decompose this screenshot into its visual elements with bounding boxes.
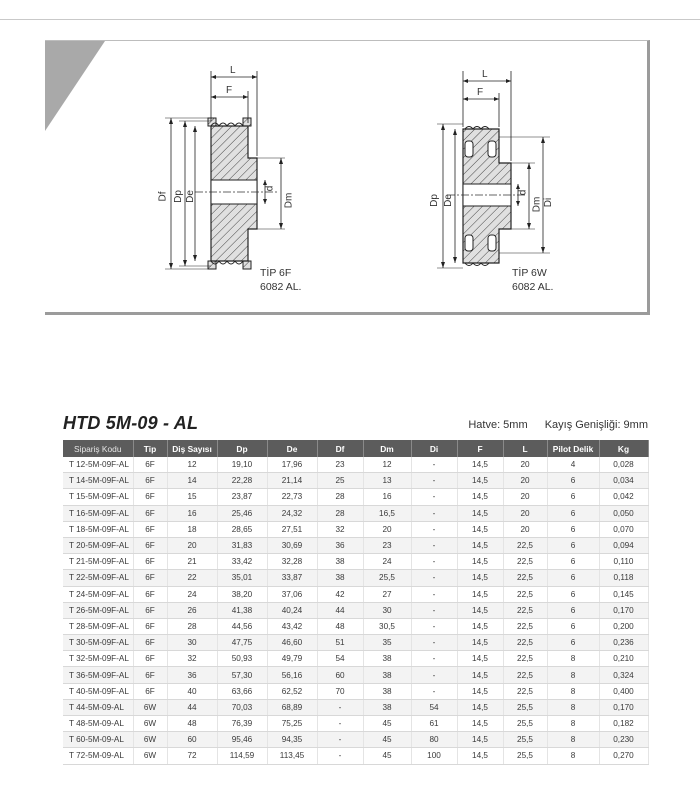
table-cell: - — [411, 570, 457, 586]
table-cell: 6 — [547, 618, 599, 634]
order-code-cell: T 72-5M-09-AL — [63, 748, 133, 764]
table-cell: 21,14 — [267, 473, 317, 489]
order-code-cell: T 12-5M-09F-AL — [63, 457, 133, 473]
table-cell: 14 — [167, 473, 217, 489]
table-cell: 14,5 — [457, 505, 503, 521]
table-cell: 70 — [317, 683, 363, 699]
table-cell: 14,5 — [457, 457, 503, 473]
order-code-cell: T 40-5M-09F-AL — [63, 683, 133, 699]
right-label-F: F — [477, 87, 484, 98]
table-cell: 68,89 — [267, 699, 317, 715]
table-cell: 56,16 — [267, 667, 317, 683]
left-label-Dp: Dp — [172, 190, 184, 203]
spec-info — [454, 419, 648, 431]
table-cell: 6 — [547, 521, 599, 537]
table-cell: 27 — [363, 586, 411, 602]
table-cell: 6 — [547, 537, 599, 553]
table-cell: 28,65 — [217, 521, 267, 537]
table-cell: 26 — [167, 602, 217, 618]
table-cell: 80 — [411, 732, 457, 748]
table-cell: - — [411, 602, 457, 618]
table-cell: 22,5 — [503, 667, 547, 683]
table-cell: 4 — [547, 457, 599, 473]
table-cell: 23 — [363, 537, 411, 553]
table-cell: 6F — [133, 618, 167, 634]
table-cell: - — [317, 748, 363, 764]
table-cell: 25,46 — [217, 505, 267, 521]
table-cell: 14,5 — [457, 602, 503, 618]
table-cell: 35,01 — [217, 570, 267, 586]
order-code-cell: T 20-5M-09F-AL — [63, 537, 133, 553]
table-cell: 25,5 — [503, 748, 547, 764]
col-header: Sipariş Kodu — [63, 440, 133, 457]
table-row — [63, 618, 648, 634]
table-cell: 14,5 — [457, 618, 503, 634]
order-code-cell: T 26-5M-09F-AL — [63, 602, 133, 618]
table-cell: 8 — [547, 683, 599, 699]
col-header: Di — [411, 440, 457, 457]
table-cell: 33,87 — [267, 570, 317, 586]
table-cell: 6 — [547, 554, 599, 570]
technical-drawing-panel — [45, 40, 650, 315]
order-code-cell: T 21-5M-09F-AL — [63, 554, 133, 570]
table-cell: 16 — [363, 489, 411, 505]
table-cell: 6F — [133, 537, 167, 553]
order-code-cell: T 16-5M-09F-AL — [63, 505, 133, 521]
table-cell: 0,270 — [599, 748, 648, 764]
table-cell: 24 — [167, 586, 217, 602]
table-cell: 22,5 — [503, 570, 547, 586]
left-material-label: 6082 AL. — [260, 281, 302, 293]
table-cell: 51 — [317, 635, 363, 651]
table-cell: 14,5 — [457, 473, 503, 489]
table-cell: 6W — [133, 716, 167, 732]
table-cell: 16,5 — [363, 505, 411, 521]
table-cell: 16 — [167, 505, 217, 521]
table-cell: 30 — [363, 602, 411, 618]
table-cell: - — [411, 554, 457, 570]
table-cell: 20 — [503, 457, 547, 473]
table-cell: 18 — [167, 521, 217, 537]
table-row — [63, 732, 648, 748]
table-cell: 14,5 — [457, 570, 503, 586]
table-cell: 14,5 — [457, 586, 503, 602]
right-label-Dm: Dm — [531, 196, 543, 213]
table-cell: 49,79 — [267, 651, 317, 667]
table-cell: 6 — [547, 473, 599, 489]
table-cell: 40,24 — [267, 602, 317, 618]
table-cell: 14,5 — [457, 489, 503, 505]
col-header: Df — [317, 440, 363, 457]
table-cell: - — [411, 457, 457, 473]
left-label-Df: Df — [157, 191, 169, 202]
col-header: F — [457, 440, 503, 457]
table-row — [63, 537, 648, 553]
left-label-De: De — [184, 190, 196, 203]
table-cell: 32 — [317, 521, 363, 537]
table-cell: 61 — [411, 716, 457, 732]
right-label-Dp: Dp — [428, 194, 440, 207]
table-cell: - — [317, 732, 363, 748]
table-cell: 22,5 — [503, 651, 547, 667]
table-cell: 20 — [167, 537, 217, 553]
col-header: Dp — [217, 440, 267, 457]
table-cell: 14,5 — [457, 716, 503, 732]
table-cell: 114,59 — [217, 748, 267, 764]
table-cell: 44 — [317, 602, 363, 618]
table-cell: 0,324 — [599, 667, 648, 683]
table-cell: 6F — [133, 570, 167, 586]
table-cell: 38 — [363, 699, 411, 715]
table-cell: 14,5 — [457, 635, 503, 651]
col-header: Diş Sayısı — [167, 440, 217, 457]
table-row — [63, 699, 648, 715]
table-cell: 8 — [547, 748, 599, 764]
table-cell: 25,5 — [363, 570, 411, 586]
table-row — [63, 667, 648, 683]
table-cell: 0,182 — [599, 716, 648, 732]
table-cell: 76,39 — [217, 716, 267, 732]
table-cell: 15 — [167, 489, 217, 505]
table-cell: 75,25 — [267, 716, 317, 732]
table-cell: 20 — [503, 521, 547, 537]
table-cell: - — [317, 716, 363, 732]
spec-table — [63, 440, 649, 765]
table-body — [63, 457, 648, 764]
table-cell: 47,75 — [217, 635, 267, 651]
table-cell: 24 — [363, 554, 411, 570]
table-cell: 22,5 — [503, 586, 547, 602]
table-cell: 25,5 — [503, 732, 547, 748]
table-cell: - — [317, 699, 363, 715]
table-cell: 6 — [547, 602, 599, 618]
table-cell: 46,60 — [267, 635, 317, 651]
table-cell: 22,5 — [503, 537, 547, 553]
table-cell: 25 — [317, 473, 363, 489]
table-cell: 28 — [167, 618, 217, 634]
table-cell: 6F — [133, 505, 167, 521]
table-cell: 6 — [547, 586, 599, 602]
order-code-cell: T 22-5M-09F-AL — [63, 570, 133, 586]
belt-width-label: Kayış Genişliği: 9mm — [544, 419, 648, 431]
table-row — [63, 586, 648, 602]
table-cell: - — [411, 618, 457, 634]
table-cell: 6F — [133, 489, 167, 505]
table-cell: 22,5 — [503, 554, 547, 570]
table-cell: 50,93 — [217, 651, 267, 667]
table-row — [63, 602, 648, 618]
order-code-cell: T 14-5M-09F-AL — [63, 473, 133, 489]
order-code-cell: T 28-5M-09F-AL — [63, 618, 133, 634]
table-row — [63, 521, 648, 537]
table-cell: 38,20 — [217, 586, 267, 602]
table-row — [63, 570, 648, 586]
order-code-cell: T 24-5M-09F-AL — [63, 586, 133, 602]
table-cell: 23 — [317, 457, 363, 473]
table-cell: 8 — [547, 732, 599, 748]
order-code-cell: T 30-5M-09F-AL — [63, 635, 133, 651]
table-cell: 6W — [133, 699, 167, 715]
right-label-De: De — [442, 194, 454, 207]
left-label-d: d — [264, 185, 276, 192]
table-cell: 14,5 — [457, 537, 503, 553]
table-cell: 6F — [133, 586, 167, 602]
table-cell: 0,236 — [599, 635, 648, 651]
table-cell: 22,5 — [503, 635, 547, 651]
order-code-cell: T 36-5M-09F-AL — [63, 667, 133, 683]
table-cell: 31,83 — [217, 537, 267, 553]
table-cell: 36 — [167, 667, 217, 683]
table-cell: 23,87 — [217, 489, 267, 505]
table-cell: 0,110 — [599, 554, 648, 570]
table-cell: 19,10 — [217, 457, 267, 473]
table-cell: 48 — [167, 716, 217, 732]
table-cell: 0,170 — [599, 699, 648, 715]
table-cell: 0,094 — [599, 537, 648, 553]
table-cell: 6W — [133, 748, 167, 764]
table-cell: 40 — [167, 683, 217, 699]
table-cell: - — [411, 505, 457, 521]
table-cell: 6F — [133, 473, 167, 489]
table-cell: 0,230 — [599, 732, 648, 748]
table-cell: 42 — [317, 586, 363, 602]
table-row — [63, 457, 648, 473]
table-cell: 62,52 — [267, 683, 317, 699]
table-cell: 20 — [503, 473, 547, 489]
table-cell: 6F — [133, 457, 167, 473]
table-cell: 0,200 — [599, 618, 648, 634]
table-cell: 0,145 — [599, 586, 648, 602]
table-cell: 54 — [317, 651, 363, 667]
table-cell: 6 — [547, 489, 599, 505]
table-cell: 60 — [317, 667, 363, 683]
table-row — [63, 473, 648, 489]
table-cell: 0,400 — [599, 683, 648, 699]
table-cell: 38 — [363, 651, 411, 667]
table-row — [63, 635, 648, 651]
table-cell: 22 — [167, 570, 217, 586]
table-cell: 6F — [133, 683, 167, 699]
table-cell: 45 — [363, 732, 411, 748]
table-cell: 38 — [363, 667, 411, 683]
table-row — [63, 505, 648, 521]
table-cell: 0,118 — [599, 570, 648, 586]
table-cell: 45 — [363, 716, 411, 732]
table-cell: - — [411, 586, 457, 602]
table-cell: 24,32 — [267, 505, 317, 521]
right-material-label: 6082 AL. — [512, 281, 554, 293]
table-cell: 0,210 — [599, 651, 648, 667]
table-cell: 14,5 — [457, 683, 503, 699]
top-divider — [0, 19, 700, 20]
table-cell: 36 — [317, 537, 363, 553]
table-cell: 12 — [167, 457, 217, 473]
table-cell: 22,73 — [267, 489, 317, 505]
table-cell: 28 — [317, 505, 363, 521]
right-label-d: d — [517, 189, 529, 196]
table-cell: 17,96 — [267, 457, 317, 473]
table-cell: - — [411, 667, 457, 683]
table-cell: 6F — [133, 635, 167, 651]
table-cell: 30,5 — [363, 618, 411, 634]
table-cell: - — [411, 635, 457, 651]
table-cell: 57,30 — [217, 667, 267, 683]
table-row — [63, 554, 648, 570]
order-code-cell: T 15-5M-09F-AL — [63, 489, 133, 505]
table-cell: 6 — [547, 635, 599, 651]
table-cell: 100 — [411, 748, 457, 764]
table-row — [63, 489, 648, 505]
table-header-row — [63, 440, 648, 457]
right-label-L: L — [482, 69, 488, 80]
table-cell: 14,5 — [457, 521, 503, 537]
table-cell: 22,28 — [217, 473, 267, 489]
order-code-cell: T 60-5M-09-AL — [63, 732, 133, 748]
table-cell: 6 — [547, 505, 599, 521]
right-label-Di: Di — [543, 197, 555, 208]
table-cell: 32 — [167, 651, 217, 667]
table-cell: - — [411, 683, 457, 699]
table-cell: 6F — [133, 521, 167, 537]
table-cell: 6F — [133, 667, 167, 683]
table-cell: 22,5 — [503, 683, 547, 699]
table-cell: 13 — [363, 473, 411, 489]
table-cell: 70,03 — [217, 699, 267, 715]
table-cell: 30 — [167, 635, 217, 651]
left-type-label: TİP 6F — [260, 267, 292, 279]
table-cell: 14,5 — [457, 732, 503, 748]
table-cell: - — [411, 537, 457, 553]
table-cell: 45 — [363, 748, 411, 764]
table-cell: 43,42 — [267, 618, 317, 634]
table-cell: 6F — [133, 554, 167, 570]
table-cell: 20 — [503, 505, 547, 521]
table-title: HTD 5M-09 - AL — [63, 413, 199, 433]
pulley-drawings — [45, 41, 650, 315]
table-cell: 0,170 — [599, 602, 648, 618]
col-header: Tip — [133, 440, 167, 457]
table-cell: 95,46 — [217, 732, 267, 748]
table-cell: - — [411, 651, 457, 667]
table-cell: 0,042 — [599, 489, 648, 505]
table-cell: 32,28 — [267, 554, 317, 570]
table-cell: 44,56 — [217, 618, 267, 634]
table-cell: 27,51 — [267, 521, 317, 537]
left-label-Dm: Dm — [283, 192, 295, 209]
table-cell: 6F — [133, 651, 167, 667]
table-cell: 6W — [133, 732, 167, 748]
table-cell: 0,050 — [599, 505, 648, 521]
table-cell: 38 — [363, 683, 411, 699]
table-cell: 41,38 — [217, 602, 267, 618]
table-cell: 38 — [317, 554, 363, 570]
drawing-type-6f — [165, 71, 285, 269]
table-cell: 30,69 — [267, 537, 317, 553]
order-code-cell: T 18-5M-09F-AL — [63, 521, 133, 537]
table-row — [63, 683, 648, 699]
table-cell: - — [411, 521, 457, 537]
table-cell: 38 — [317, 570, 363, 586]
table-cell: 14,5 — [457, 651, 503, 667]
col-header: Dm — [363, 440, 411, 457]
table-cell: 37,06 — [267, 586, 317, 602]
table-row — [63, 748, 648, 764]
table-cell: 25,5 — [503, 716, 547, 732]
col-header: Kg — [599, 440, 648, 457]
table-cell: 14,5 — [457, 554, 503, 570]
order-code-cell: T 32-5M-09F-AL — [63, 651, 133, 667]
table-cell: 44 — [167, 699, 217, 715]
table-cell: 8 — [547, 667, 599, 683]
col-header: L — [503, 440, 547, 457]
table-cell: 8 — [547, 716, 599, 732]
table-cell: 48 — [317, 618, 363, 634]
table-cell: 63,66 — [217, 683, 267, 699]
table-cell: 33,42 — [217, 554, 267, 570]
table-cell: 0,070 — [599, 521, 648, 537]
table-row — [63, 716, 648, 732]
table-cell: 22,5 — [503, 602, 547, 618]
table-cell: 94,35 — [267, 732, 317, 748]
table-cell: - — [411, 473, 457, 489]
col-header: Pilot Delik — [547, 440, 599, 457]
pitch-label: Hatve: 5mm — [468, 419, 528, 431]
table-cell: - — [411, 489, 457, 505]
table-cell: 0,034 — [599, 473, 648, 489]
col-header: De — [267, 440, 317, 457]
table-cell: 14,5 — [457, 667, 503, 683]
table-cell: 6F — [133, 602, 167, 618]
left-label-F: F — [226, 85, 233, 96]
table-cell: 54 — [411, 699, 457, 715]
left-label-L: L — [230, 65, 236, 76]
table-cell: 60 — [167, 732, 217, 748]
table-cell: 22,5 — [503, 618, 547, 634]
table-cell: 20 — [363, 521, 411, 537]
table-cell: 20 — [503, 489, 547, 505]
order-code-cell: T 44-5M-09-AL — [63, 699, 133, 715]
order-code-cell: T 48-5M-09-AL — [63, 716, 133, 732]
table-cell: 35 — [363, 635, 411, 651]
table-cell: 8 — [547, 699, 599, 715]
table-cell: 6 — [547, 570, 599, 586]
drawing-type-6w — [437, 71, 550, 268]
table-cell: 113,45 — [267, 748, 317, 764]
right-type-label: TİP 6W — [512, 267, 547, 279]
table-cell: 14,5 — [457, 748, 503, 764]
table-cell: 0,028 — [599, 457, 648, 473]
table-row — [63, 651, 648, 667]
table-cell: 8 — [547, 651, 599, 667]
table-cell: 72 — [167, 748, 217, 764]
table-cell: 14,5 — [457, 699, 503, 715]
table-cell: 25,5 — [503, 699, 547, 715]
table-cell: 21 — [167, 554, 217, 570]
table-cell: 28 — [317, 489, 363, 505]
table-cell: 12 — [363, 457, 411, 473]
